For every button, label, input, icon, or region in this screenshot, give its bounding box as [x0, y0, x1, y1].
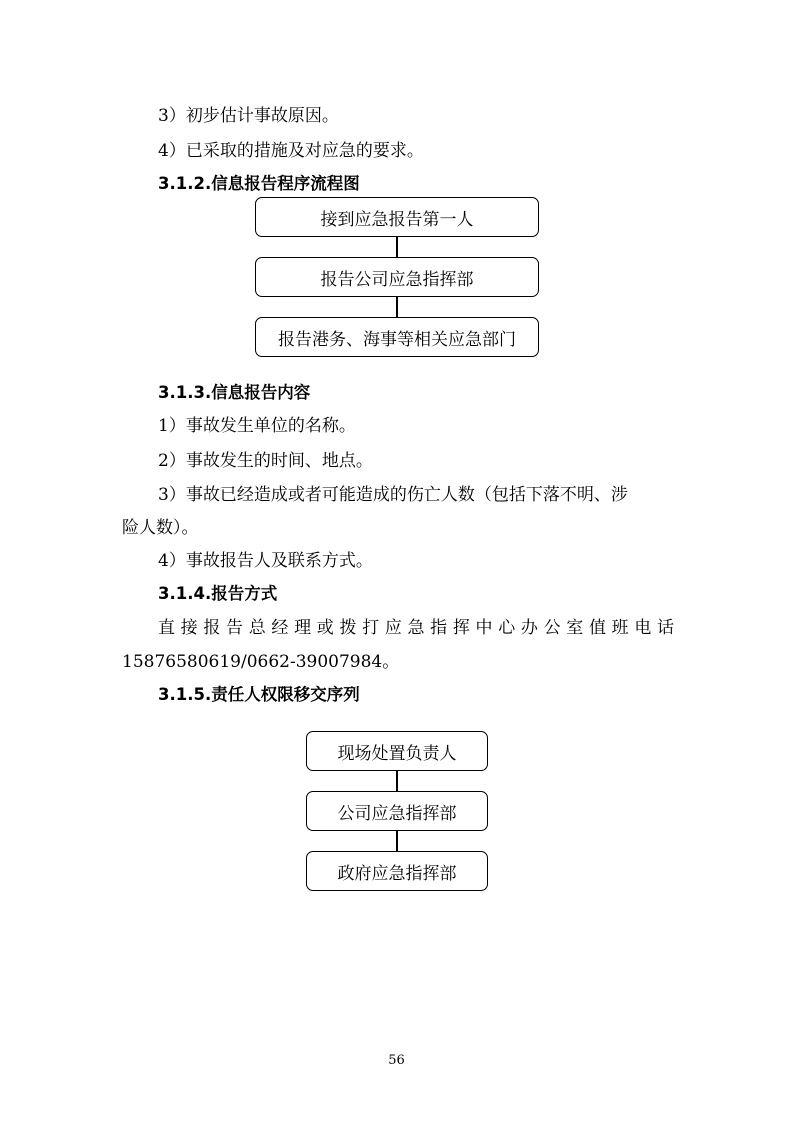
flow1-box-3	[255, 317, 539, 357]
flow2-box-2	[306, 791, 488, 831]
flow2-box-2-label: 公司应急指挥部	[337, 803, 457, 824]
flow2-box-3	[306, 851, 488, 891]
content-item-1: 1）事故发生单位的名称。	[158, 416, 356, 436]
flow1-box-1	[255, 197, 539, 237]
flow2-box-1-label: 现场处置负责人	[337, 743, 457, 764]
flow1-connector-2	[396, 297, 398, 317]
report-method-line-1: 直接报告总经理或拨打应急指挥中心办公室值班电话	[158, 618, 674, 638]
content-item-3-line-2: 险人数）。	[122, 518, 199, 538]
report-method-line-2: 15876580619/0662-39007984。	[122, 652, 400, 672]
flow2-connector-2	[396, 831, 398, 851]
flow1-box-1-label: 接到应急报告第一人	[320, 209, 474, 230]
heading-3-1-3: 3.1.3.信息报告内容	[158, 383, 311, 402]
heading-3-1-4: 3.1.4.报告方式	[158, 584, 278, 603]
item-3-estimate-cause: 3）初步估计事故原因。	[158, 106, 339, 126]
page-number: 56	[388, 1053, 405, 1068]
flow2-box-3-label: 政府应急指挥部	[337, 863, 457, 884]
content-item-2: 2）事故发生的时间、地点。	[158, 451, 373, 471]
flow2-connector-1	[396, 771, 398, 791]
heading-3-1-2: 3.1.2.信息报告程序流程图	[158, 174, 360, 193]
flow1-box-2-label: 报告公司应急指挥部	[320, 269, 474, 290]
flow1-box-2	[255, 257, 539, 297]
heading-3-1-5: 3.1.5.责任人权限移交序列	[158, 685, 360, 704]
flow1-connector-1	[396, 237, 398, 257]
item-4-measures-taken: 4）已采取的措施及对应急的要求。	[158, 141, 424, 161]
content-item-4: 4）事故报告人及联系方式。	[158, 551, 373, 571]
content-item-3-line-1: 3）事故已经造成或者可能造成的伤亡人数（包括下落不明、涉	[158, 485, 628, 505]
flow1-box-3-label: 报告港务、海事等相关应急部门	[278, 329, 516, 350]
flow2-box-1	[306, 731, 488, 771]
